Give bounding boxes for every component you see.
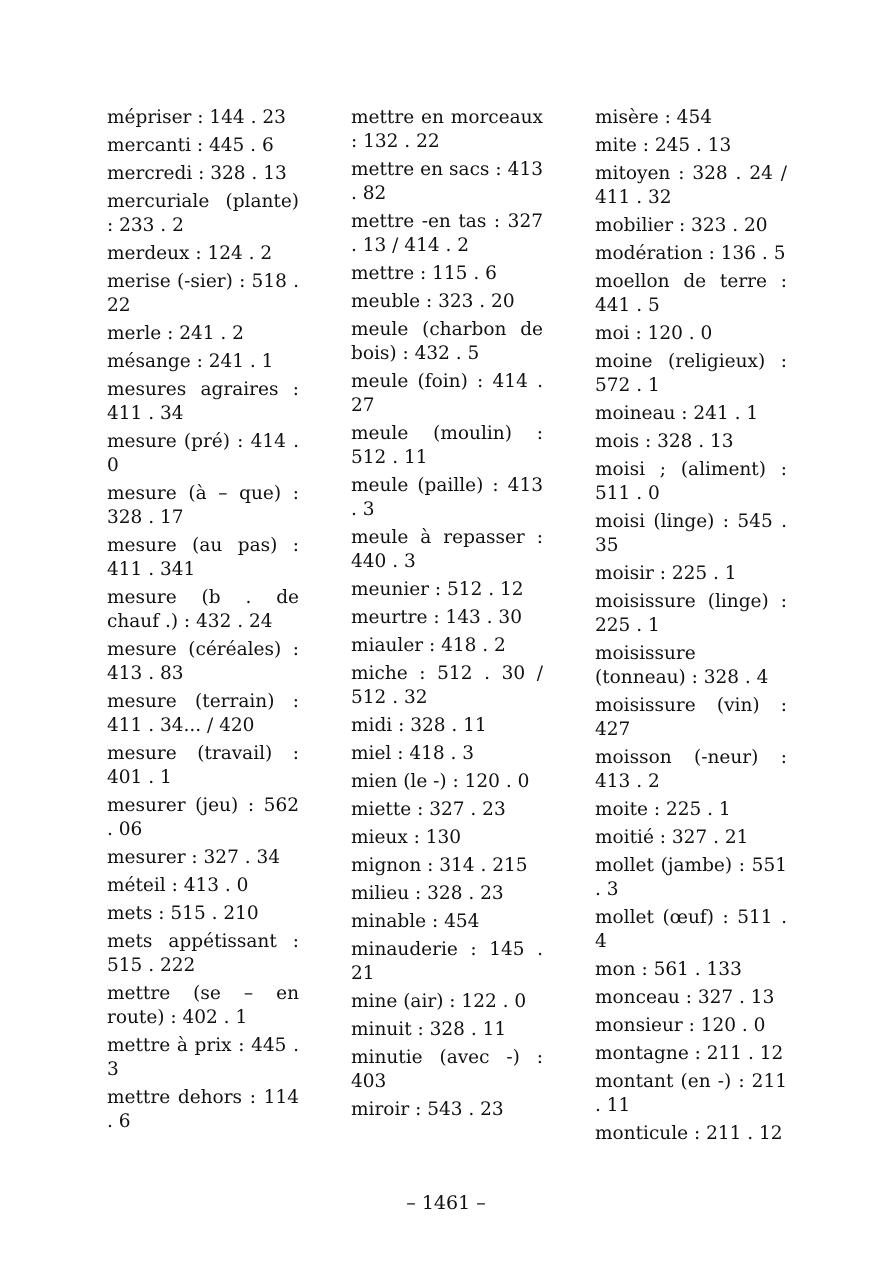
index-entry: mollet (jambe) : 551 . 3 <box>595 855 787 900</box>
index-entry: mesure (travail) : 401 . 1 <box>107 743 299 788</box>
index-entry: moisson (-neur) : 413 . 2 <box>595 747 787 792</box>
index-entry: minuit : 328 . 11 <box>351 1019 507 1040</box>
index-entry: mercredi : 328 . 13 <box>107 163 287 184</box>
index-entry: mien (le -) : 120 . 0 <box>351 771 530 792</box>
index-entry: moite : 225 . 1 <box>595 799 731 820</box>
index-entry: meule (moulin) : 512 . 11 <box>351 423 543 468</box>
index-entry: meule (paille) : 413 . 3 <box>351 475 543 520</box>
index-entry: miel : 418 . 3 <box>351 743 475 764</box>
index-entry: minable : 454 <box>351 911 480 932</box>
index-columns <box>107 106 787 1150</box>
index-entry: mettre : 115 . 6 <box>351 263 497 284</box>
index-entry: minauderie : 145 . 21 <box>351 939 543 984</box>
index-entry: mercanti : 445 . 6 <box>107 135 274 156</box>
index-entry: mettre dehors : 114 . 6 <box>107 1087 299 1132</box>
index-entry: mieux : 130 <box>351 827 462 848</box>
index-entry: merle : 241 . 2 <box>107 323 244 344</box>
index-entry: merdeux : 124 . 2 <box>107 243 273 264</box>
index-entry: milieu : 328 . 23 <box>351 883 504 904</box>
index-entry: méteil : 413 . 0 <box>107 875 249 896</box>
index-entry: midi : 328 . 11 <box>351 715 487 736</box>
index-entry: miche : 512 . 30 / 512 . 32 <box>351 663 543 708</box>
index-entry: mésange : 241 . 1 <box>107 351 274 372</box>
index-entry: miroir : 543 . 23 <box>351 1099 504 1120</box>
index-entry: mets appétissant : 515 . 222 <box>107 931 299 976</box>
index-entry: meule (foin) : 414 . 27 <box>351 371 543 416</box>
index-entry: merise (-sier) : 518 . 22 <box>107 271 299 316</box>
index-entry: moisissure (linge) : 225 . 1 <box>595 591 787 636</box>
index-entry: mesure (terrain) : 411 . 34... / 420 <box>107 691 299 736</box>
index-entry: minutie (avec -) : 403 <box>351 1047 543 1092</box>
index-entry: mesure (au pas) : 411 . 341 <box>107 535 299 580</box>
index-entry: monsieur : 120 . 0 <box>595 1015 766 1036</box>
index-entry: mesure (céréales) : 413 . 83 <box>107 639 299 684</box>
index-entry: monticule : 211 . 12 <box>595 1123 783 1144</box>
index-entry: moi : 120 . 0 <box>595 323 713 344</box>
index-entry: mesurer : 327 . 34 <box>107 847 281 868</box>
page-number: – 1461 – <box>406 1192 486 1214</box>
index-entry: mine (air) : 122 . 0 <box>351 991 527 1012</box>
index-entry: mettre à prix : 445 . 3 <box>107 1035 299 1080</box>
index-entry: moisi ; (aliment) : 511 . 0 <box>595 459 787 504</box>
index-entry: mesurer (jeu) : 562 . 06 <box>107 795 299 840</box>
index-entry: moisissure (tonneau) : 328 . 4 <box>595 643 769 688</box>
index-entry: mesure (b . de chauf .) : 432 . 24 <box>107 587 299 632</box>
index-entry: mettre en sacs : 413 . 82 <box>351 159 543 204</box>
index-entry: modération : 136 . 5 <box>595 243 786 264</box>
index-entry: moellon de terre : 441 . 5 <box>595 271 787 316</box>
index-entry: moineau : 241 . 1 <box>595 403 759 424</box>
index-entry: mon : 561 . 133 <box>595 959 742 980</box>
index-column-1 <box>107 106 299 1150</box>
index-entry: mite : 245 . 13 <box>595 135 732 156</box>
index-entry: meule à repasser : 440 . 3 <box>351 527 543 572</box>
index-entry: montagne : 211 . 12 <box>595 1043 784 1064</box>
index-entry: moisi (linge) : 545 . 35 <box>595 511 787 556</box>
index-entry: mets : 515 . 210 <box>107 903 259 924</box>
index-entry: meuble : 323 . 20 <box>351 291 515 312</box>
index-entry: mercuriale (plante) : 233 . 2 <box>107 191 299 236</box>
index-entry: mobilier : 323 . 20 <box>595 215 768 236</box>
index-entry: moisissure (vin) : 427 <box>595 695 787 740</box>
index-entry: moine (religieux) : 572 . 1 <box>595 351 787 396</box>
index-entry: mignon : 314 . 215 <box>351 855 528 876</box>
index-entry: meurtre : 143 . 30 <box>351 607 522 628</box>
index-entry: miette : 327 . 23 <box>351 799 506 820</box>
index-entry: moisir : 225 . 1 <box>595 563 737 584</box>
index-entry: montant (en -) : 211 . 11 <box>595 1071 787 1116</box>
index-entry: mesures agraires : 411 . 34 <box>107 379 299 424</box>
index-entry: mettre -en tas : 327 . 13 / 414 . 2 <box>351 211 543 256</box>
index-entry: mettre (se – en route) : 402 . 1 <box>107 983 299 1028</box>
index-entry: mépriser : 144 . 23 <box>107 107 286 128</box>
index-entry: moitié : 327 . 21 <box>595 827 749 848</box>
index-entry: miauler : 418 . 2 <box>351 635 506 656</box>
index-entry: misère : 454 <box>595 107 712 128</box>
index-entry: mesure (pré) : 414 . 0 <box>107 431 299 476</box>
index-entry: mitoyen : 328 . 24 / 411 . 32 <box>595 163 787 208</box>
index-entry: mettre en morceaux : 132 . 22 <box>351 107 543 152</box>
index-entry: mollet (œuf) : 511 . 4 <box>595 907 787 952</box>
index-entry: mesure (à – que) : 328 . 17 <box>107 483 299 528</box>
index-entry: monceau : 327 . 13 <box>595 987 775 1008</box>
index-column-2 <box>351 106 543 1150</box>
index-entry: meunier : 512 . 12 <box>351 579 524 600</box>
index-entry: meule (charbon de bois) : 432 . 5 <box>351 319 543 364</box>
index-entry: mois : 328 . 13 <box>595 431 734 452</box>
index-column-3 <box>595 106 787 1150</box>
